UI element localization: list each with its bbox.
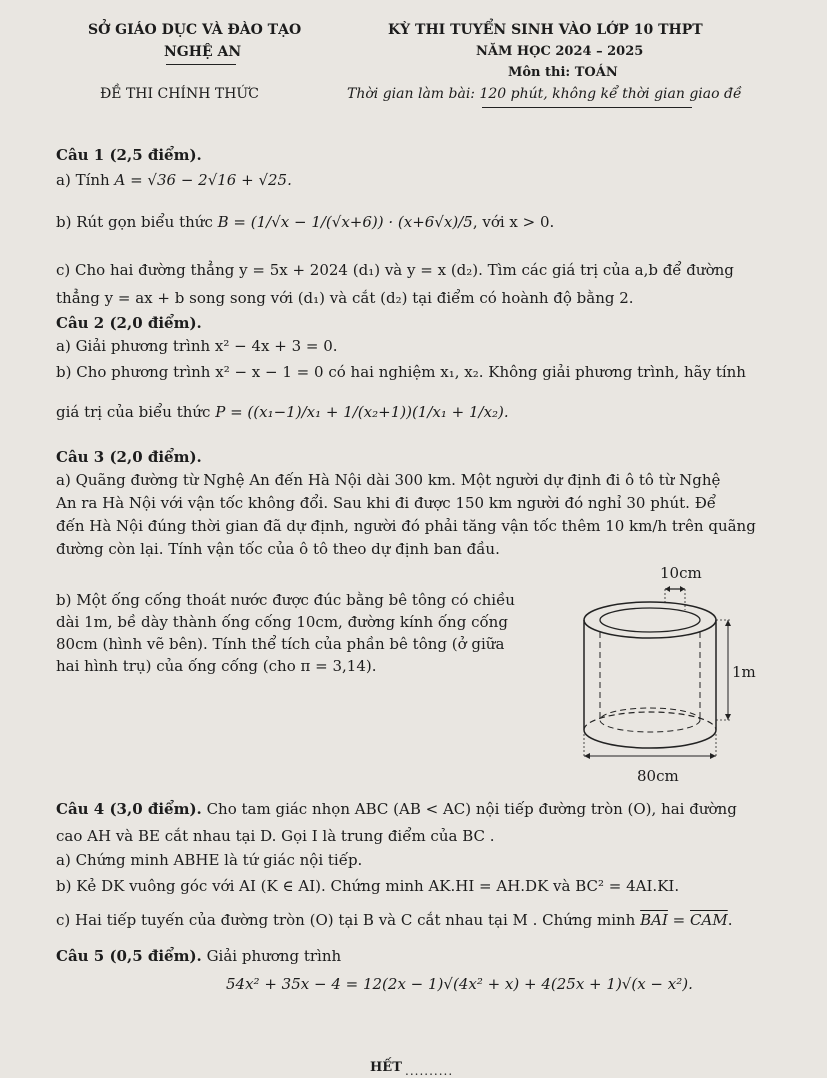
fig-label-thickness: 10cm xyxy=(660,564,702,582)
fig-label-diameter: 80cm xyxy=(637,767,679,785)
q1-a: a) Tính A = √36 − 2√16 + √25. xyxy=(56,171,292,189)
q1-title: Câu 1 (2,5 điểm). xyxy=(56,146,202,164)
angle-cam: $\overline{CAM}$ xyxy=(690,911,728,929)
end-dots: .......... xyxy=(405,1064,454,1078)
q1-c-line2: thẳng y = ax + b song song với (d₁) và cắt (d₂) tại điểm có hoành độ bằng 2. xyxy=(56,289,634,307)
pipe-cylinder-figure xyxy=(570,580,750,770)
q3-b-line1: b) Một ống cống thoát nước được đúc bằng bê tông có chiều xyxy=(56,591,515,609)
q4-intro-line1: Câu 4 (3,0 điểm). Cho tam giác nhọn ABC (AB < AC) nội tiếp đường tròn (O), hai đường xyxy=(56,800,737,818)
q3-a-line4: đường còn lại. Tính vận tốc của ô tô theo dự định ban đầu. xyxy=(56,540,500,558)
q3-b-line4: hai hình trụ) của ống cống (cho π = 3,14). xyxy=(56,657,377,675)
q4-b: b) Kẻ DK vuông góc với AI (K ∈ AI). Chứng minh AK.HI = AH.DK và BC² = 4AI.KI. xyxy=(56,877,680,895)
exam-title: KỲ THI TUYỂN SINH VÀO LỚP 10 THPT xyxy=(388,22,703,38)
q3-a-line2: An ra Hà Nội với vận tốc không đổi. Sau khi đi được 150 km người đó nghỉ 30 phút. Để xyxy=(56,494,717,512)
end-marker: HẾT xyxy=(370,1060,402,1075)
q2-title: Câu 2 (2,0 điểm). xyxy=(56,314,202,332)
q1-c-line1: c) Cho hai đường thẳng y = 5x + 2024 (d₁) và y = x (d₂). Tìm các giá trị của a,b để đường xyxy=(56,261,734,279)
header-underline-left xyxy=(166,64,236,65)
time-allowed: Thời gian làm bài: 120 phút, không kể thời gian giao đề xyxy=(347,86,742,102)
q1-a-formula: A = √36 − 2√16 + √25. xyxy=(114,171,292,189)
header-underline-right xyxy=(482,107,692,108)
q2-a: a) Giải phương trình x² − 4x + 3 = 0. xyxy=(56,337,338,355)
q4-title: Câu 4 (3,0 điểm). xyxy=(56,800,202,818)
q5-equation: 54x² + 35x − 4 = 12(2x − 1)√(4x² + x) + 4(25x + 1)√(x − x²). xyxy=(226,975,693,993)
q4-intro-line2: cao AH và BE cắt nhau tại D. Gọi I là trung điểm của BC . xyxy=(56,827,495,845)
q2-b-line1: b) Cho phương trình x² − x − 1 = 0 có hai nghiệm x₁, x₂. Không giải phương trình, hãy tính xyxy=(56,363,746,381)
q3-a-line3: đến Hà Nội đúng thời gian đã dự định, người đó phải tăng vận tốc thêm 10 km/h trên quãng xyxy=(56,517,756,535)
q3-b-line2: dài 1m, bề dày thành ống cống 10cm, đường kính ống cống xyxy=(56,613,508,631)
q1-b-formula: B = (1/√x − 1/(√x+6)) · (x+6√x)/5 xyxy=(217,213,473,231)
official-label: ĐỀ THI CHÍNH THỨC xyxy=(100,86,259,102)
q5-line1: Câu 5 (0,5 điểm). Giải phương trình xyxy=(56,947,342,965)
province-name: NGHỆ AN xyxy=(164,44,242,60)
q2-b-line2: giá trị của biểu thức P = ((x₁−1)/x₁ + 1/(x₂+1))(1/x₁ + 1/x₂). xyxy=(56,403,509,421)
q2-b-formula: P = ((x₁−1)/x₁ + 1/(x₂+1))(1/x₁ + 1/x₂). xyxy=(215,403,509,421)
angle-bai: $\overline{BAI}$ xyxy=(640,911,668,929)
q3-a-line1: a) Quãng đường từ Nghệ An đến Hà Nội dài 300 km. Một người dự định đi ô tô từ Nghệ xyxy=(56,471,721,489)
q3-b-line3: 80cm (hình vẽ bên). Tính thể tích của phần bê tông (ở giữa xyxy=(56,635,505,653)
dept-name: SỞ GIÁO DỤC VÀ ĐÀO TẠO xyxy=(88,22,302,38)
q4-a: a) Chứng minh ABHE là tứ giác nội tiếp. xyxy=(56,851,363,869)
q5-title: Câu 5 (0,5 điểm). xyxy=(56,947,202,965)
school-year: NĂM HỌC 2024 – 2025 xyxy=(476,44,644,59)
q3-title: Câu 3 (2,0 điểm). xyxy=(56,448,202,466)
q4-c: c) Hai tiếp tuyến của đường tròn (O) tại B và C cắt nhau tại M . Chứng minh $\overline{BAI} = \overline{CAM}$. xyxy=(56,911,733,929)
subject: Môn thi: TOÁN xyxy=(508,65,618,80)
q1-b: b) Rút gọn biểu thức B = (1/√x − 1/(√x+6)) · (x+6√x)/5, với x > 0. xyxy=(56,213,555,231)
fig-label-length: 1m xyxy=(732,663,756,681)
